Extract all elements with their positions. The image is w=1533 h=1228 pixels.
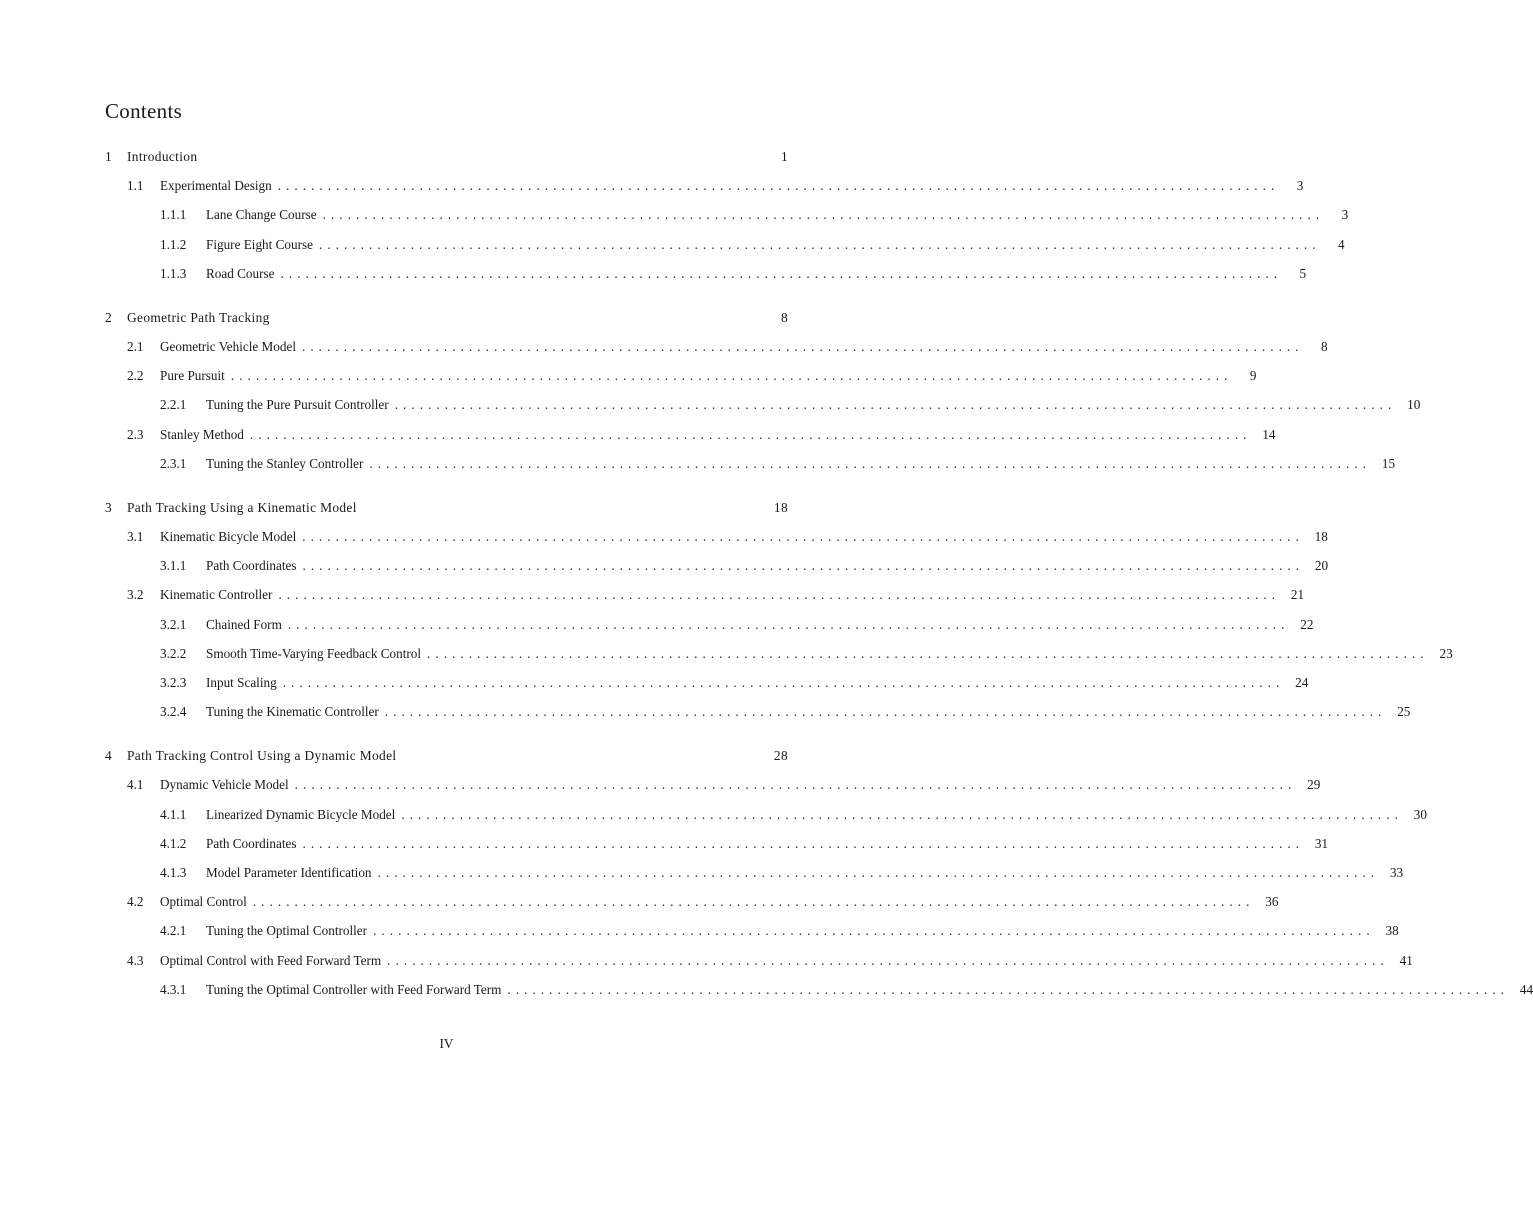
toc-entry-title: Model Parameter Identification	[206, 865, 372, 880]
toc-entry-page: 38	[1385, 923, 1399, 938]
toc-dot-leader: ........................................................................................................................	[280, 266, 1283, 281]
toc-dot-leader: ........................................................................................................................	[373, 923, 1375, 938]
toc-entry-title: Kinematic Controller	[160, 587, 273, 602]
toc-entry-title: Path Coordinates	[206, 558, 297, 573]
toc-entry-page: 3	[1296, 178, 1304, 193]
toc-entry-title: Geometric Vehicle Model	[160, 339, 296, 354]
toc-dot-leader: ........................................................................................................................	[301, 339, 1304, 354]
toc-entry-number: 4.1	[127, 777, 144, 792]
toc-entry-page: 3	[1341, 207, 1349, 222]
toc-dot-leader: ........................................................................................................................	[249, 427, 1252, 442]
toc-subsection-entry[interactable]	[105, 556, 1329, 576]
toc-subsection-entry[interactable]	[105, 264, 1307, 284]
page-number: IV	[439, 1036, 454, 1051]
toc-dot-leader: ........................................................................................................................	[401, 807, 1403, 822]
toc-entry-page: 15	[1381, 456, 1396, 471]
toc-entry-number: 2.3	[127, 427, 144, 442]
toc-entry-page: 5	[1299, 266, 1307, 281]
toc-subsection-entry[interactable]	[105, 863, 1404, 883]
toc-entry-page: 1	[780, 149, 788, 164]
toc-entry-number: 3	[105, 500, 113, 515]
toc-section-entry[interactable]	[105, 892, 1279, 912]
toc-entry-title: Chained Form	[206, 617, 282, 632]
toc-dot-leader: ........................................................................................................................	[318, 237, 1321, 252]
toc-dot-leader: ........................................................................................................................	[394, 397, 1397, 412]
toc-entry-page: 28	[773, 748, 788, 763]
toc-subsection-entry[interactable]	[105, 615, 1314, 635]
toc-entry-number: 3.2.1	[160, 617, 187, 632]
toc-entry-title: Linearized Dynamic Bicycle Model	[206, 807, 396, 822]
toc-entry-page: 44	[1519, 982, 1533, 997]
page-title: Contents	[105, 99, 183, 123]
toc-entry-number: 2	[105, 310, 113, 325]
toc-entry-page: 18	[773, 500, 788, 515]
toc-entry-number: 4.1.2	[160, 836, 187, 851]
toc-entry-number: 1.1	[127, 178, 144, 193]
toc-section-entry[interactable]	[105, 951, 1413, 971]
toc-entry-title: Road Course	[206, 266, 275, 281]
toc-dot-leader: ........................................................................................................................	[277, 178, 1280, 193]
toc-entry-page: 25	[1397, 704, 1411, 719]
toc-dot-leader: ........................................................................................................................	[322, 207, 1325, 222]
toc-dot-leader: ........................................................................................................................	[302, 529, 1304, 544]
toc-entry-number: 4.2	[127, 894, 144, 909]
toc-entry-number: 3.2.2	[160, 646, 187, 661]
toc-subsection-entry[interactable]	[105, 834, 1329, 854]
toc-entry-title: Stanley Method	[160, 427, 244, 442]
toc-entry-number: 2.2	[127, 368, 144, 383]
toc-entry-number: 4.3.1	[160, 982, 187, 997]
toc-entry-number: 1	[105, 149, 113, 164]
toc-subsection-entry[interactable]	[105, 673, 1309, 693]
toc-dot-leader: ........................................................................................................................	[287, 617, 1290, 632]
toc-entry-title: Lane Change Course	[206, 207, 317, 222]
toc-entry-page: 8	[780, 310, 788, 325]
toc-entry-number: 4.2.1	[160, 923, 187, 938]
toc-entry-page: 18	[1314, 529, 1328, 544]
toc-entry-title: Figure Eight Course	[206, 237, 313, 252]
toc-dot-leader: ........................................................................................................................	[230, 368, 1233, 383]
toc-entry-title: Pure Pursuit	[160, 368, 225, 383]
toc-subsection-entry[interactable]	[105, 980, 1533, 1000]
toc-entry-number: 4.1.1	[160, 807, 187, 822]
toc-subsection-entry[interactable]	[105, 454, 1396, 474]
toc-entry-title: Path Tracking Control Using a Dynamic Model	[127, 748, 397, 763]
toc-entry-title: Smooth Time-Varying Feedback Control	[206, 646, 422, 661]
toc-section-entry[interactable]	[105, 337, 1328, 357]
toc-entry-page: 9	[1249, 368, 1257, 383]
toc-dot-leader: ........................................................................................................................	[282, 675, 1285, 690]
toc-subsection-entry[interactable]	[105, 702, 1411, 722]
toc-entry-page: 36	[1265, 894, 1279, 909]
toc-entry-title: Input Scaling	[206, 675, 277, 690]
toc-entry-number: 2.3.1	[160, 456, 187, 471]
toc-entry-number: 3.1.1	[160, 558, 187, 573]
toc-entry-page: 24	[1295, 675, 1309, 690]
toc-entry-title: Tuning the Stanley Controller	[206, 456, 364, 471]
toc-entry-page: 23	[1439, 646, 1453, 661]
toc-entry-page: 31	[1314, 836, 1329, 851]
toc-entry-number: 1.1.2	[160, 237, 187, 252]
toc-entry-number: 4	[105, 748, 113, 763]
toc-entry-title: Dynamic Vehicle Model	[160, 777, 289, 792]
toc-section-entry[interactable]	[105, 775, 1321, 795]
toc-dot-leader: ........................................................................................................................	[377, 865, 1380, 880]
toc-entry-page: 29	[1307, 777, 1321, 792]
toc-chapter-entry[interactable]	[105, 746, 788, 766]
toc-entry-page: 4	[1338, 237, 1345, 252]
toc-dot-leader: ........................................................................................................................	[294, 777, 1297, 792]
toc-entry-title: Introduction	[127, 149, 198, 164]
toc-section-entry[interactable]	[105, 366, 1257, 386]
toc-entry-title: Path Tracking Using a Kinematic Model	[127, 500, 357, 515]
toc-subsection-entry[interactable]	[105, 805, 1427, 825]
toc-section-entry[interactable]	[105, 425, 1276, 445]
toc-entry-page: 8	[1321, 339, 1328, 354]
toc-entry-title: Optimal Control with Feed Forward Term	[160, 953, 382, 968]
toc-subsection-entry[interactable]	[105, 395, 1421, 415]
toc-section-entry[interactable]	[105, 585, 1305, 605]
toc-entry-number: 3.1	[127, 529, 144, 544]
toc-section-entry[interactable]	[105, 176, 1304, 196]
toc-section-entry[interactable]	[105, 527, 1328, 547]
toc-entry-title: Path Coordinates	[206, 836, 297, 851]
toc-entry-page: 30	[1413, 807, 1427, 822]
toc-entry-title: Kinematic Bicycle Model	[160, 529, 297, 544]
toc-entry-number: 3.2.3	[160, 675, 187, 690]
toc-entry-page: 41	[1399, 953, 1413, 968]
toc-entry-title: Optimal Control	[160, 894, 247, 909]
toc-chapter-entry[interactable]	[105, 147, 788, 167]
toc-subsection-entry[interactable]	[105, 235, 1345, 255]
toc-entry-page: 20	[1314, 558, 1329, 573]
toc-entry-page: 10	[1407, 397, 1421, 412]
toc-entry-number: 3.2.4	[160, 704, 187, 719]
toc-entry-number: 4.1.3	[160, 865, 187, 880]
toc-dot-leader: ........................................................................................................................	[302, 558, 1305, 573]
toc-dot-leader: ........................................................................................................................	[384, 704, 1387, 719]
toc-chapter-entry[interactable]	[105, 498, 788, 518]
toc-entry-page: 14	[1262, 427, 1276, 442]
toc-subsection-entry[interactable]	[105, 644, 1453, 664]
toc-entry-title: Tuning the Kinematic Controller	[206, 704, 379, 719]
toc-entry-page: 22	[1300, 617, 1314, 632]
toc-entry-title: Experimental Design	[160, 178, 272, 193]
toc-dot-leader: ........................................................................................................................	[387, 953, 1389, 968]
toc-entry-number: 1.1.1	[160, 207, 187, 222]
toc-dot-leader: ........................................................................................................................	[507, 982, 1510, 997]
toc-dot-leader: ........................................................................................................................	[278, 587, 1281, 602]
toc-entry-title: Geometric Path Tracking	[127, 310, 270, 325]
toc-dot-leader: ........................................................................................................................	[427, 646, 1429, 661]
toc-entry-number: 2.1	[127, 339, 144, 354]
toc-dot-leader: ........................................................................................................................	[369, 456, 1372, 471]
toc-entry-number: 2.2.1	[160, 397, 187, 412]
toc-dot-leader: ........................................................................................................................	[252, 894, 1255, 909]
toc-entry-number: 3.2	[127, 587, 144, 602]
toc-entry-title: Tuning the Optimal Controller with Feed Forward Term	[206, 982, 502, 997]
toc-entry-title: Tuning the Optimal Controller	[206, 923, 368, 938]
toc-entry-number: 4.3	[127, 953, 144, 968]
toc-dot-leader: ........................................................................................................................	[302, 836, 1305, 851]
toc-chapter-entry[interactable]	[105, 308, 788, 328]
toc-subsection-entry[interactable]	[105, 921, 1399, 941]
toc-entry-title: Tuning the Pure Pursuit Controller	[206, 397, 389, 412]
toc-subsection-entry[interactable]	[105, 205, 1349, 225]
toc-entry-number: 1.1.3	[160, 266, 187, 281]
toc-entry-page: 33	[1389, 865, 1404, 880]
toc-entry-page: 21	[1290, 587, 1305, 602]
